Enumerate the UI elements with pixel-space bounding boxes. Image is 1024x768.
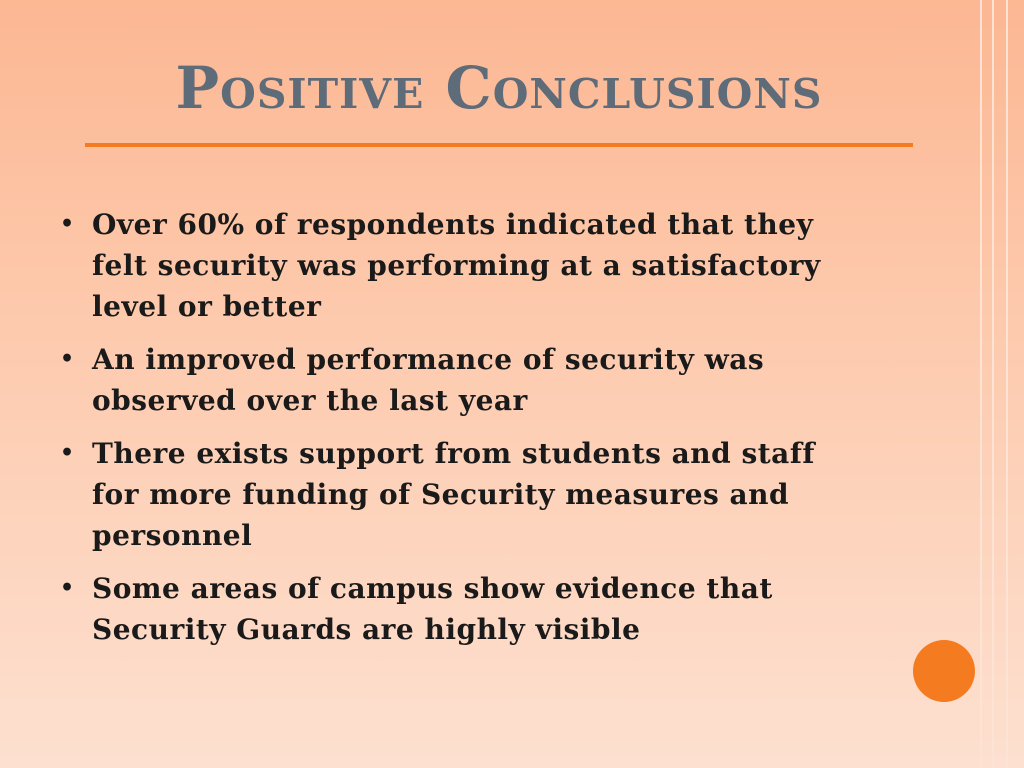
- bullet-line: level or better: [92, 290, 322, 323]
- bullet-icon: •: [60, 211, 75, 237]
- bullet-item: [60, 339, 920, 421]
- bullet-icon: •: [60, 440, 75, 466]
- bullet-line: There exists support from students and staff: [92, 437, 815, 470]
- frame-line: [992, 0, 994, 768]
- bullet-line: observed over the last year: [92, 384, 528, 417]
- bullet-line: personnel: [92, 519, 253, 552]
- bullet-item: [60, 204, 920, 327]
- bullet-line: Some areas of campus show evidence that: [92, 572, 773, 605]
- frame-line: [980, 0, 982, 768]
- bullet-line: felt security was performing at a satisfactory: [92, 249, 821, 282]
- decorative-circle: [913, 640, 975, 702]
- bullet-line: An improved performance of security was: [92, 343, 765, 376]
- bullet-icon: •: [60, 346, 75, 372]
- bullet-line: Security Guards are highly visible: [92, 613, 641, 646]
- bullet-line: for more funding of Security measures and: [92, 478, 790, 511]
- bullet-item: [60, 433, 920, 556]
- bullet-line: Over 60% of respondents indicated that they: [92, 208, 814, 241]
- bullet-icon: •: [60, 575, 75, 601]
- slide-title: Positive Conclusions: [175, 54, 823, 122]
- title-underline: [85, 143, 913, 147]
- frame-line: [1006, 0, 1008, 768]
- bullet-item: [60, 568, 920, 650]
- bullet-list: [60, 204, 920, 662]
